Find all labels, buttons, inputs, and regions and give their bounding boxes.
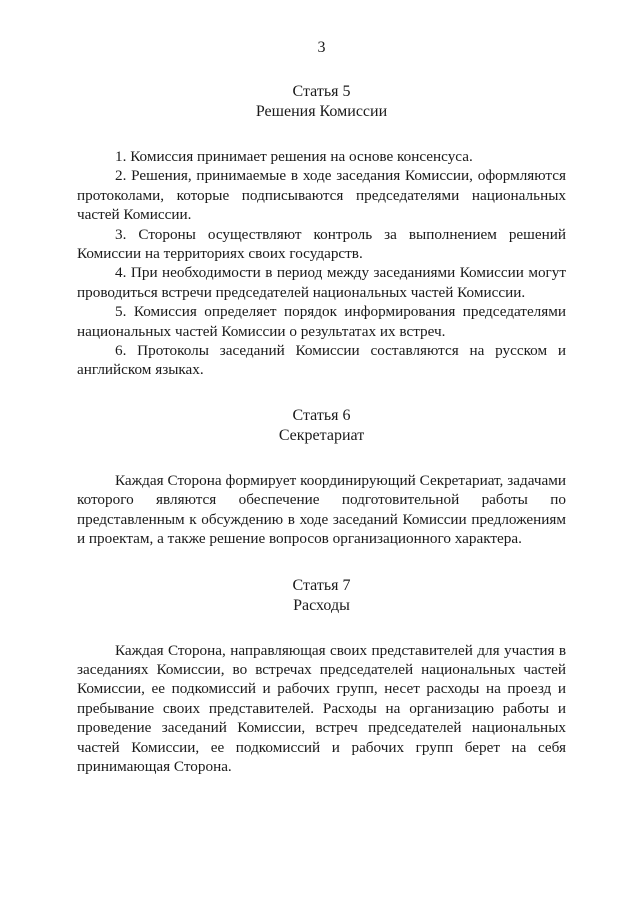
article-body — [77, 471, 566, 549]
article-6 — [77, 406, 566, 549]
article-heading — [77, 406, 566, 446]
paragraph: Каждая Сторона формирует координирующий Секретариат, задачами которого являются обеспечение подготовительной работы по представленным к обсуждению в ходе заседаний Комиссии предложениям и проектам, а также решение вопросов организационного характера. — [77, 471, 566, 548]
article-number: Статья 6 — [292, 406, 351, 424]
article-title: Секретариат — [278, 426, 365, 444]
paragraph: Каждая Сторона, направляющая своих представителей для участия в заседаниях Комиссии, во встречах председателей национальных частей Комиссии, ее подкомиссий и рабочих групп, несет расходы на проезд и пребывание своих представителей. Расходы на организацию работы и проведение заседаний Комиссии, встреч председателей национальных частей Комиссии, ее подкомиссий и рабочих групп берет на себя принимающая Сторона. — [77, 641, 566, 775]
paragraph: 1. Комиссия принимает решения на основе консенсуса. — [115, 148, 473, 165]
article-body — [77, 147, 566, 380]
paragraph: 5. Комиссия определяет порядок информирования председателями национальных частей Комиссии о результатах их встреч. — [77, 303, 566, 340]
article-5 — [77, 82, 566, 380]
article-heading — [77, 82, 566, 122]
page-number: 3 — [317, 39, 326, 56]
paragraph: 6. Протоколы заседаний Комиссии составляются на русском и английском языках. — [77, 342, 566, 379]
article-number: Статья 7 — [292, 576, 351, 594]
paragraph: 4. При необходимости в период между заседаниями Комиссии могут проводиться встречи председателей национальных частей Комиссии. — [77, 264, 566, 301]
article-title: Расходы — [293, 596, 350, 614]
article-7 — [77, 576, 566, 777]
article-number: Статья 5 — [292, 83, 351, 100]
article-spacer — [77, 380, 566, 406]
article-title: Решения Комиссии — [255, 103, 388, 120]
article-spacer — [77, 549, 566, 576]
article-heading — [77, 576, 566, 616]
paragraph: 3. Стороны осуществляют контроль за выполнением решений Комиссии на территориях своих государств. — [77, 225, 566, 263]
paragraph: 2. Решения, принимаемые в ходе заседания Комиссии, оформляются протоколами, которые подписываются председателями национальных частей Комиссии. — [77, 167, 566, 224]
article-body — [77, 641, 566, 777]
